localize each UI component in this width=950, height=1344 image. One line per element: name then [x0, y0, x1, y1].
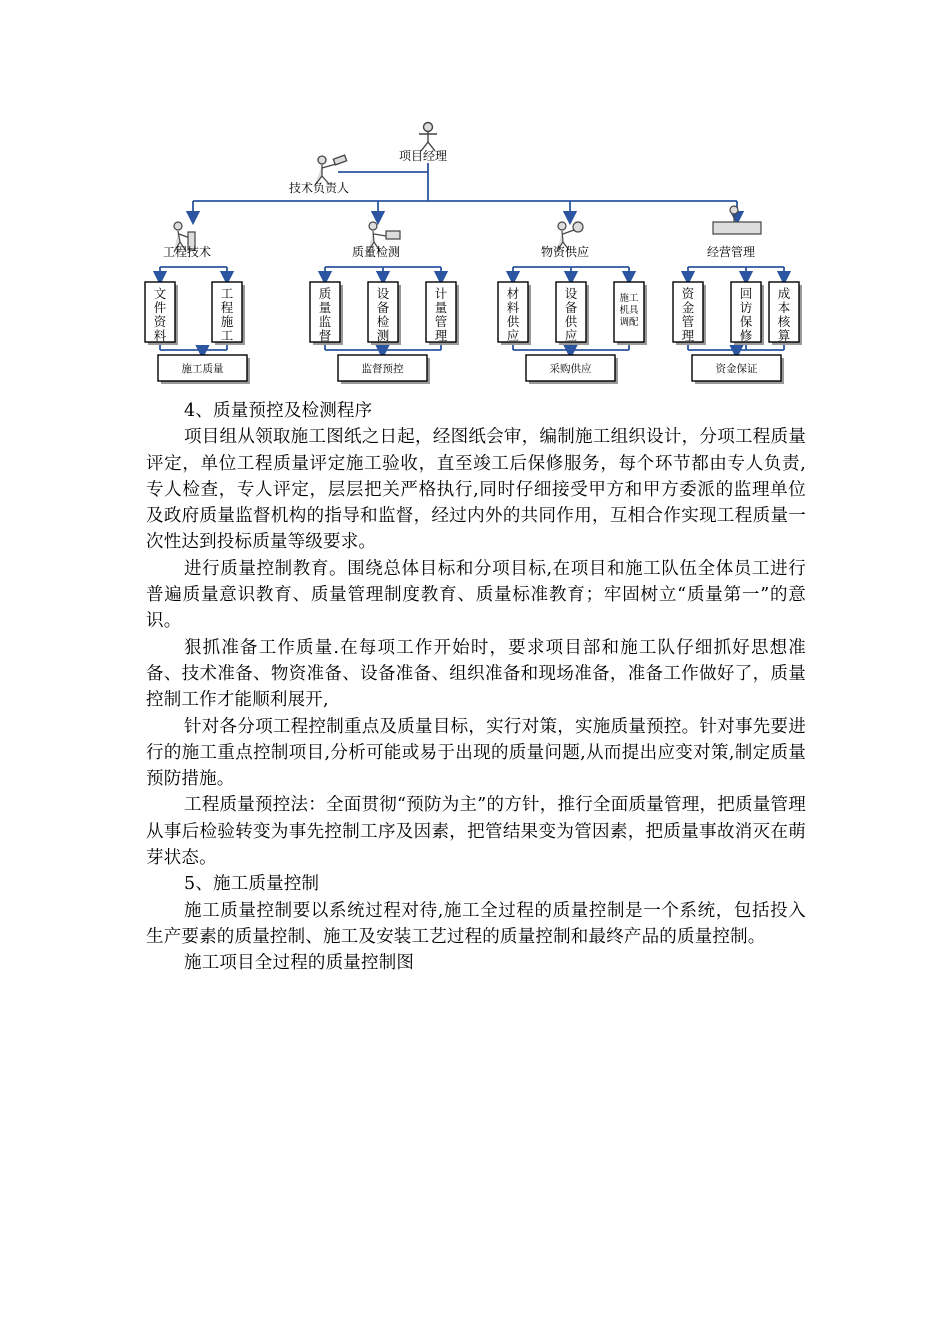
section-heading-5: 5、施工质量控制 — [184, 874, 320, 895]
tech-lead-label: 技术负责人 — [289, 181, 350, 195]
child-box-label: 文件资料 — [153, 286, 167, 343]
child-box-label: 质量监督 — [318, 286, 332, 343]
org-chart — [0, 0, 950, 400]
paragraph: 施工质量控制要以系统过程对待,施工全过程的质量控制是一个系统，包括投入生产要素的质量控制、施工及安装工艺过程的质量控制和最终产品的质量控制。 — [146, 900, 806, 947]
project-manager-figure-icon — [419, 123, 437, 152]
figure-caption: 施工项目全过程的质量控制图 — [184, 953, 415, 974]
branch-label-supply: 物资供应 — [541, 245, 590, 259]
child-box-label: 资金管理 — [681, 286, 695, 343]
paragraph: 项目组从领取施工图纸之日起，经图纸会审，编制施工组织设计，分项工程质量评定，单位工程质量评定施工验收，直至竣工后保修服务，每个环节都由专人负责,专人检查，专人评定，层层把关严格执行,同时仔细接受甲方和甲方委派的监理单位及政府质量监督机构的指导和监督，经过内外的共同作用，互相合作实现工程质量一次性达到投标质量等级要求。 — [146, 427, 806, 553]
paragraph: 狠抓准备工作质量.在每项工作开始时，要求项目部和施工队仔细抓好思想准备、技术准备、物资准备、设备准备、组织准备和现场准备，准备工作做好了，质量控制工作才能顺利展开, — [146, 637, 806, 711]
paragraph: 进行质量控制教育。围绕总体目标和分项目标,在项目和施工队伍全体员工进行普遍质量意识教育、质量管理制度教育、质量标准教育；牢固树立“质量第一”的意识。 — [146, 558, 806, 632]
section-heading-4: 4、质量预控及检测程序 — [184, 401, 373, 421]
bottom-box-label: 监督预控 — [361, 363, 404, 375]
child-box-label: 施工机具调配 — [619, 293, 639, 328]
child-box-label: 材料供应 — [506, 286, 520, 343]
child-box-label: 回访保修 — [739, 286, 753, 343]
business-management-figure-icon — [713, 206, 761, 234]
child-box-label: 成本核算 — [777, 286, 791, 343]
document-body — [146, 398, 806, 977]
bottom-box-label: 采购供应 — [549, 363, 592, 375]
child-box-label: 设备供应 — [564, 286, 578, 343]
branch-label-quality: 质量检测 — [352, 245, 401, 259]
child-box-label: 计量管理 — [434, 286, 448, 343]
paragraph: 工程质量预控法：全面贯彻“预防为主”的方针，推行全面质量管理，把质量管理从事后检验转变为事先控制工序及因素，把管结果变为管因素，把质量事故消灭在萌芽状态。 — [146, 795, 806, 869]
paragraph: 针对各分项工程控制重点及质量目标，实行对策，实施质量预控。针对事先要进行的施工重点控制项目,分析可能或易于出现的质量问题,从而提出应变对策,制定质量预防措施。 — [146, 716, 806, 790]
bottom-box-label: 资金保证 — [715, 363, 758, 375]
branch-label-business: 经营管理 — [707, 245, 756, 259]
bottom-box-label: 施工质量 — [181, 363, 224, 375]
project-manager-label: 项目经理 — [399, 149, 448, 163]
child-box-label: 设备检测 — [376, 286, 390, 343]
child-box-label: 工程施工 — [220, 286, 234, 343]
branch-label-engineering: 工程技术 — [163, 245, 212, 259]
